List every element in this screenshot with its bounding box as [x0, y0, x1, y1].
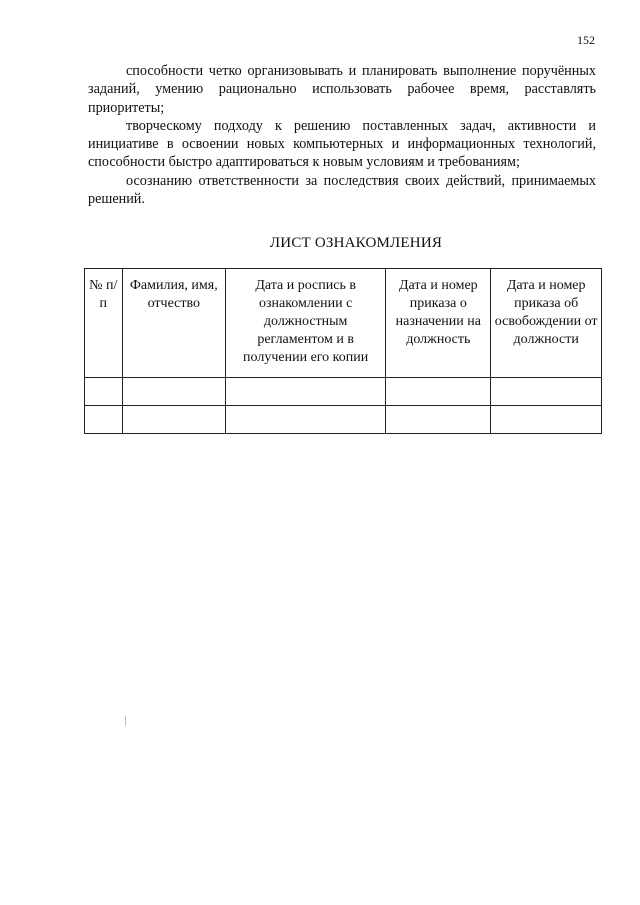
table-row [85, 378, 602, 406]
table-cell-signature-date [226, 406, 386, 434]
table-cell-dismissal-order [491, 378, 602, 406]
table-cell-full-name [122, 406, 225, 434]
table-cell-number [85, 378, 123, 406]
page-number: 152 [577, 33, 595, 47]
column-header-number: № п/п [85, 269, 123, 378]
table-cell-signature-date [226, 378, 386, 406]
column-header-dismissal-order: Дата и номер приказа об освобождении от должности [491, 269, 602, 378]
paragraph-creativity: творческому подходу к решению поставленных задач, активности и инициативе в освоении новых компьютерных и информационных технологий, способности быстро адаптироваться к новым условиям и требованиям; [88, 117, 596, 171]
paragraph-responsibility: осознанию ответственности за последствия своих действий, принимаемых решений. [88, 172, 596, 208]
body-text [88, 62, 596, 208]
paragraph-organization: способности четко организовывать и планировать выполнение поручённых заданий, умению рационально использовать рабочее время, расставлять приоритеты; [88, 63, 596, 116]
table-cell-number [85, 406, 123, 434]
acknowledgement-table [84, 268, 602, 434]
column-header-full-name: Фамилия, имя, отчество [122, 269, 225, 378]
table-cell-appointment-order [386, 406, 491, 434]
table-cell-dismissal-order [491, 406, 602, 434]
column-header-appointment-order: Дата и номер приказа о назначении на должность [386, 269, 491, 378]
table-header-row [85, 269, 602, 378]
table-row [85, 406, 602, 434]
column-header-signature-date: Дата и роспись в ознакомлении с должностным регламентом и в получении его копии [226, 269, 386, 378]
acknowledgement-sheet-title: ЛИСТ ОЗНАКОМЛЕНИЯ [269, 235, 443, 251]
scan-artifact-mark [125, 716, 126, 726]
table-cell-full-name [122, 378, 225, 406]
table-cell-appointment-order [386, 378, 491, 406]
